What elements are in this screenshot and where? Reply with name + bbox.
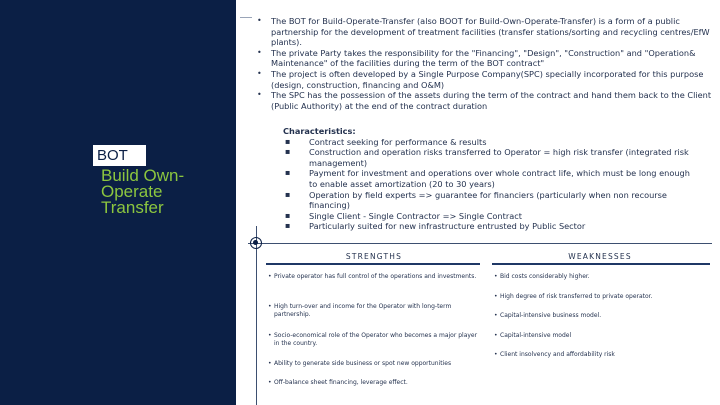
crosshair-target-icon (250, 237, 262, 249)
characteristic-item: ▪ Single Client - Single Contractor => Single Contract (283, 211, 693, 222)
intro-bullet: • The project is often developed by a Single Purpose Company(SPC) specially incorporated for this purpose (design, construction, financing and O&M) (257, 69, 717, 90)
horizontal-guide-line (248, 243, 712, 244)
bot-label-box: BOT (93, 145, 146, 166)
weakness-item: • Capital-intensive model (494, 332, 714, 340)
weaknesses-heading: WEAKNESSES (568, 252, 632, 261)
intro-bullet: • The private Party takes the responsibility for the "Financing", "Design", "Construction" and "Operation& Maintenance" of the facilities during the term of the BOT contract" (257, 48, 717, 69)
strength-item: • Ability to generate side business or spot new opportunities (268, 360, 482, 368)
characteristic-item: ▪ Operation by field experts => guarantee for financiers (particularly when non recourse financing) (283, 190, 693, 211)
weakness-item: • Bid costs considerably higher. (494, 273, 714, 281)
intro-bullet: • The SPC has the possession of the assets during the term of the contract and hand them back to the Client (Public Authority) at the end of the contract duration (257, 90, 717, 111)
strength-item: • Socio-economical role of the Operator who becomes a major player in the country. (268, 332, 482, 348)
bot-title-line: Transfer (101, 198, 164, 217)
characteristic-item: ▪ Payment for investment and operations over whole contract life, which must be long enough to enable asset amortization (20 to 30 years) (283, 168, 693, 189)
characteristic-item: ▪ Contract seeking for performance & results (283, 137, 693, 148)
weakness-item: • High degree of risk transferred to private operator. (494, 293, 714, 301)
characteristics-section (283, 126, 693, 232)
characteristic-item: ▪ Particularly suited for new infrastructure entrusted by Public Sector (283, 221, 693, 232)
weakness-item: • Client insolvency and affordability risk (494, 351, 714, 359)
intro-bullet: • The BOT for Build-Operate-Transfer (also BOOT for Build-Own-Operate-Transfer) is a form of a public partnership for the development of treatment facilities (transfer stations/sorting and recycling centres/EfW plants). (257, 16, 717, 48)
bot-title-line: Operate (101, 182, 163, 201)
strength-item: • High turn-over and income for the Operator with long-term partnership. (268, 303, 482, 319)
strength-item: • Private operator has full control of the operations and investments. (268, 273, 482, 281)
top-divider-line (240, 17, 252, 18)
vertical-guide-line (256, 226, 257, 405)
bot-title-line: Build Own- (101, 166, 185, 185)
characteristic-item: ▪ Construction and operation risks transferred to Operator = high risk transfer (integrated risk management) (283, 147, 693, 168)
strengths-rule (266, 263, 480, 265)
intro-bullet-list (257, 16, 717, 111)
bot-title (101, 168, 231, 216)
strength-item: • Off-balance sheet financing, leverage effect. (268, 379, 482, 387)
weaknesses-rule (492, 263, 710, 265)
characteristics-list (283, 137, 693, 232)
weakness-item: • Capital-intensive business model. (494, 312, 714, 320)
characteristics-heading: Characteristics: (283, 126, 356, 136)
strengths-heading: STRENGTHS (345, 252, 403, 261)
